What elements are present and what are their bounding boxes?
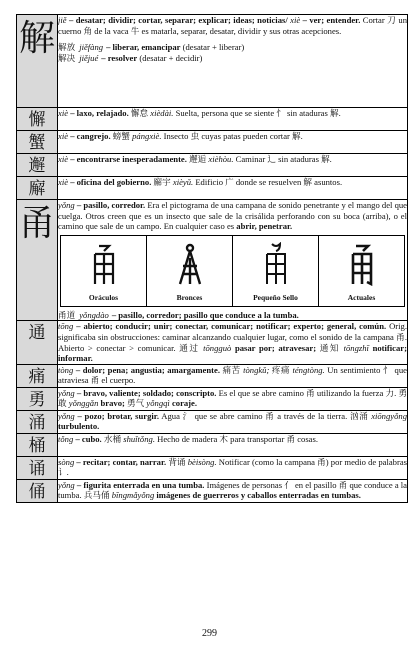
entry-character-cell — [17, 433, 58, 456]
entry-row — [17, 15, 408, 108]
entry-definition-cell: yǒng – bravo, valiente; soldado; conscripto. Es el que se abre camino 甬 utilizando la fuerza 力. 勇敢 yǒnggǎn bravo; 勇气 yǒngqì coraje. — [58, 387, 408, 409]
entry-character-cell — [17, 131, 58, 154]
character-evolution-images — [60, 235, 405, 307]
bronze-script-image — [147, 236, 233, 306]
compound-list — [58, 42, 407, 63]
entry-definition-cell: xiè – encontrarse inesperadamente. 邂逅 xièhòu. Caminar 辶 sin ataduras 解. — [58, 154, 408, 177]
entry-definition-cell: tǒng – cubo. 水桶 shuǐtǒng. Hecho de madera 木 para transportar 甬 cosas. — [58, 433, 408, 456]
entry-character-cell — [17, 15, 58, 108]
entry-definition-cell: tòng – dolor; pena; angustia; amargamente. 痛苦 tòngkǔ; 疼痛 téngtòng. Un sentimiento 忄 que atraviesa 甬 el cuerpo. — [58, 364, 407, 386]
entry-character-cell — [17, 479, 58, 502]
image-caption: Oráculos — [88, 293, 119, 303]
entry-character: 痛 — [28, 366, 46, 387]
page-number: 299 — [202, 628, 217, 639]
entry-definition-cell — [58, 15, 408, 108]
entry-alt-definition: – ver; — [302, 15, 325, 25]
entry-row — [17, 433, 408, 456]
entry-definition: – desatar; dividir; cortar, separar; explicar; ideas; noticias/ — [69, 15, 288, 25]
entry-character: 通 — [28, 323, 46, 344]
entry-character: 懈 — [28, 110, 46, 130]
entry-character-cell — [17, 177, 58, 200]
entry-character: 诵 — [28, 458, 46, 479]
entry-character-cell — [17, 364, 58, 387]
entry-character: 俑 — [28, 481, 46, 502]
entry-definition-cell: yǒng – figurita enterrada en una tumba. Imágenes de personas 亻 en el pasillo 甬 que conduce a la tumba. 兵马俑 bīngmǎyǒng imágenes de guerreros y caballos enterradas en tumbas. — [58, 479, 407, 501]
entry-character-cell — [17, 321, 58, 364]
compound-item: 解决 jiějué – resolver (desatar + decidir) — [58, 52, 203, 63]
entry-alt-pinyin: xiè — [290, 15, 301, 25]
entry-definition-cell: xiè – cangrejo. 螃蟹 pángxiè. Insecto 虫 cuyas patas pueden cortar 解. — [58, 131, 408, 154]
entry-row — [17, 108, 408, 131]
entry-row — [17, 456, 408, 479]
entry-row — [17, 479, 408, 502]
entry-row — [17, 154, 408, 177]
entry-row — [17, 321, 408, 364]
entry-character-cell — [17, 387, 58, 410]
modern-script-image — [319, 236, 404, 306]
entry-character: 勇 — [28, 389, 46, 410]
entry-definition-cell: yǒng – pasillo, corredor. Era el pictograma de una campana de sonido penetrante y el mango del que cuelga. Otros creen que es un insecto que sale de la crisálida perforando con su boca (arriba), o el camino que sale de un campo. En cualquier caso es abrir, penetrar. Oráculos Bronces Pequeño Sello Actuales 甬道 yǒngdào – pasillo, corredor; pasillo que conduce a la tumba. — [58, 200, 407, 320]
compound-item: 解放 jiěfàng – liberar, emancipar (desatar + liberar) — [58, 42, 245, 53]
entry-row — [17, 177, 408, 200]
oracle-script-image — [61, 236, 147, 306]
compound-item: 甬道 yǒngdào – pasillo, corredor; pasillo que conduce a la tumba. — [58, 309, 299, 320]
entry-character-cell — [17, 456, 58, 479]
entry-character: 廨 — [28, 179, 46, 199]
entry-character: 蟹 — [28, 133, 46, 153]
entry-character-cell — [17, 108, 58, 131]
entry-definition-cell: xiè – oficina del gobierno. 廨宇 xièyǔ. Edificio 广 donde se resuelven 解 asuntos. — [58, 177, 408, 200]
entry-character-cell — [17, 410, 58, 433]
entry-character: 桶 — [28, 435, 46, 456]
entry-row — [17, 364, 408, 387]
modern-glyph-icon — [349, 242, 375, 286]
entry-row — [17, 200, 408, 321]
image-caption: Pequeño Sello — [253, 293, 298, 303]
entry-character: 涌 — [28, 412, 46, 433]
entry-explanation: Cortar 刀 un cuerno 角 de la vaca 牛 es matarla, separar, desatar, dividir y sus otras acepciones. — [58, 15, 408, 36]
entry-definition-2: entender. — [326, 15, 361, 25]
image-caption: Bronces — [176, 293, 203, 303]
entry-row — [17, 131, 408, 154]
dictionary-table — [16, 14, 408, 503]
seal-glyph-icon — [263, 242, 289, 286]
entry-definition-cell: xiè – laxo, relajado. 懈怠 xièdài. Suelta, persona que se siente 忄 sin ataduras 解. — [58, 108, 408, 131]
entry-definition-cell: tōng – abierto; conducir; unir; conectar, comunicar; notificar; experto; general, común. Orig. significaba sin obstrucciones: caminar alcanzando cualquier lugar, como el sonido de la campana 甬. Abierto > conectar > comunicar. 通过 tōngguò pasar por; atravesar; 通知 tōngzhī notificar; informar. — [58, 321, 407, 364]
entry-character: 邂 — [28, 156, 46, 176]
image-caption: Actuales — [347, 293, 376, 303]
entry-pinyin: jiě — [58, 15, 67, 25]
entry-character-cell — [17, 200, 58, 321]
small-seal-script-image — [233, 236, 319, 306]
entry-character: 解 — [18, 18, 55, 59]
oracle-glyph-icon — [91, 242, 117, 286]
entry-row — [17, 410, 408, 433]
entry-row — [17, 387, 408, 410]
entry-character: 甬 — [18, 203, 55, 244]
entry-character-cell — [17, 154, 58, 177]
entry-definition-cell: yǒng – pozo; brotar, surgir. Agua 氵 que se abre camino 甬 a través de la tierra. 汹涌 xiōngyǒng turbulento. — [58, 410, 407, 432]
entry-definition-cell: sòng – recitar; contar, narrar. 背诵 bèisòng. Notificar (como la campana 甬) por medio de palabras 讠. — [58, 456, 407, 478]
bronze-glyph-icon — [177, 242, 203, 286]
